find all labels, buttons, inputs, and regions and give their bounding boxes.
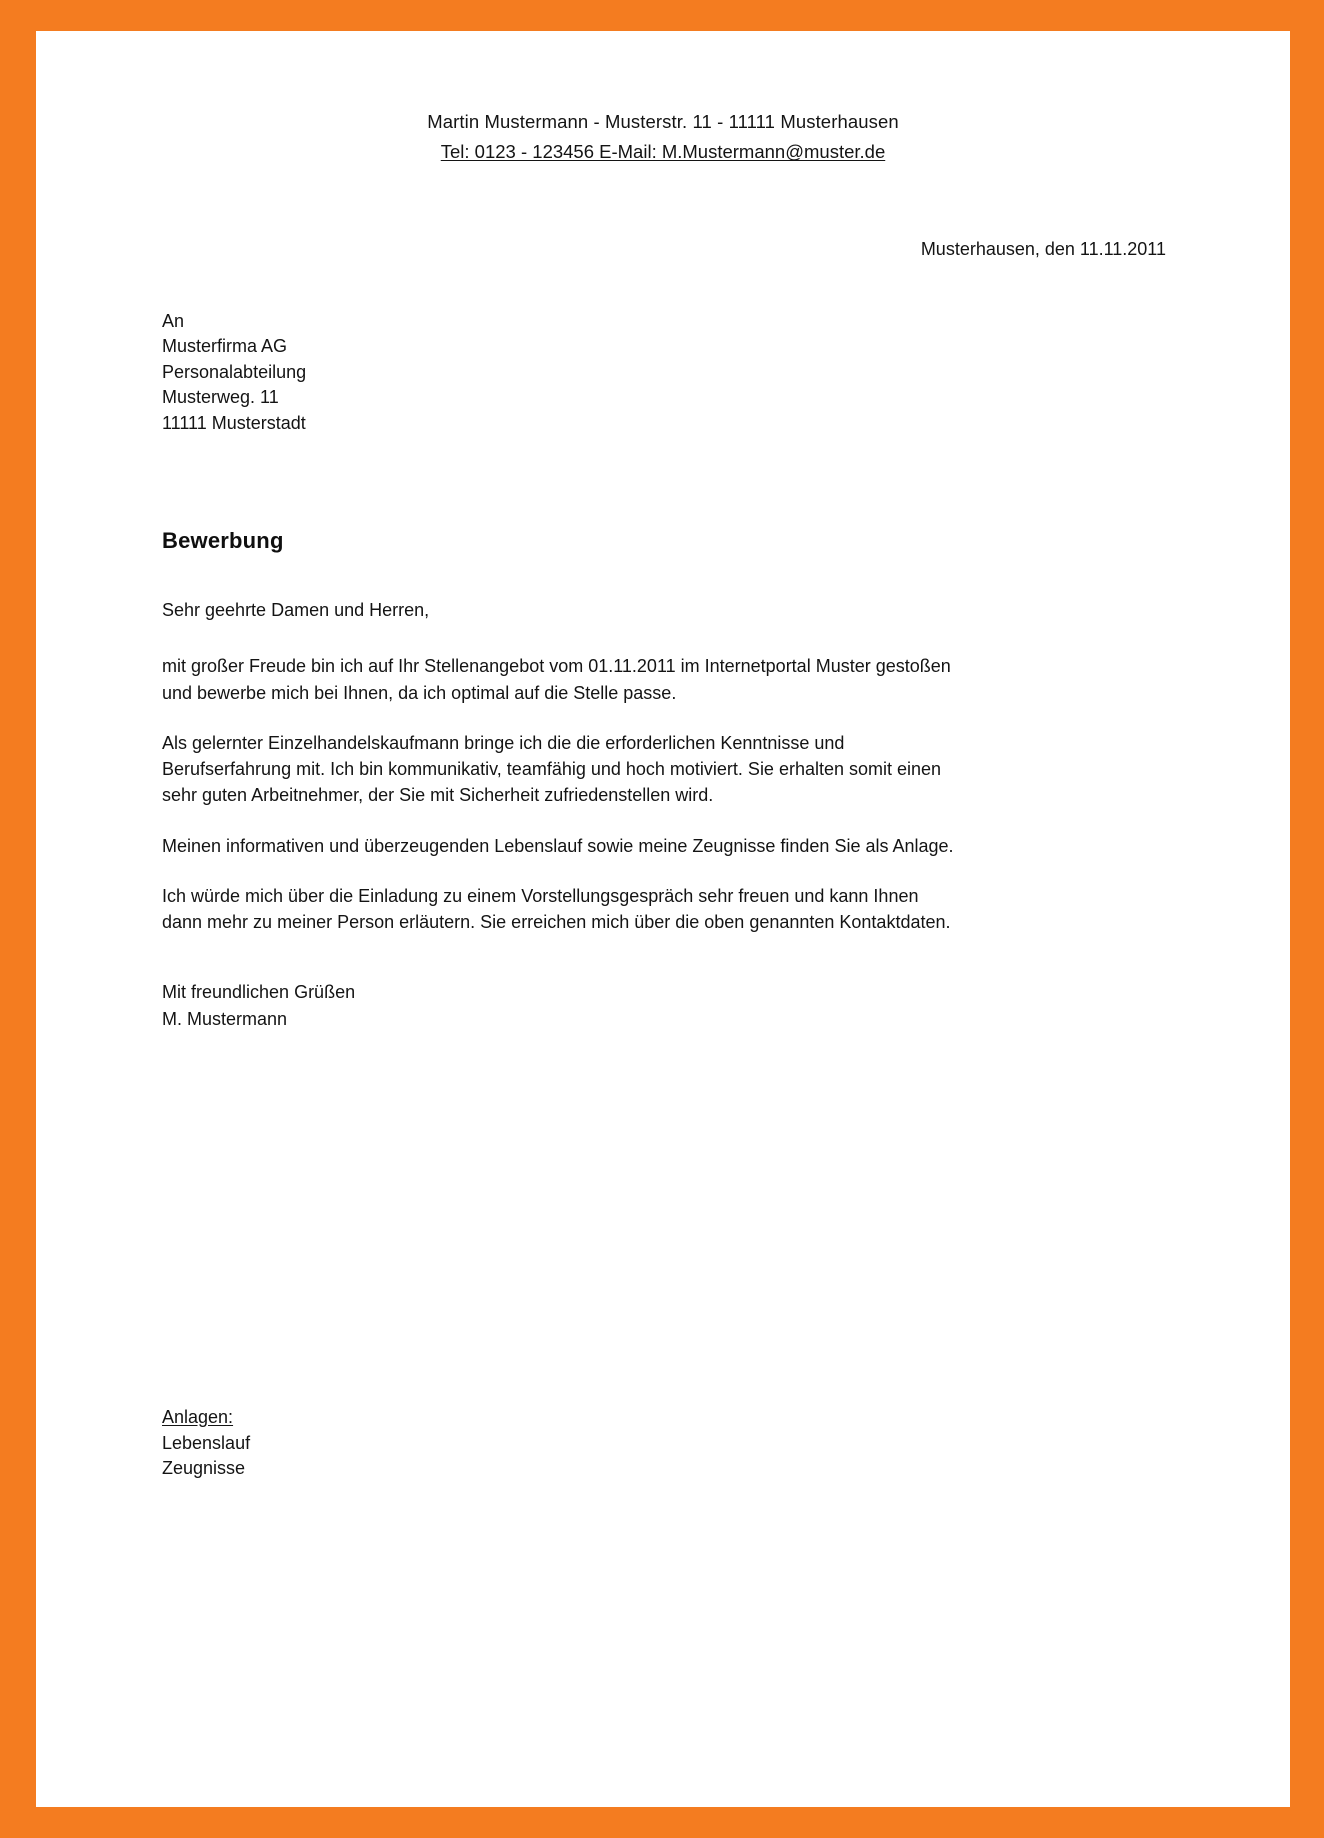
body-paragraph-1: mit großer Freude bin ich auf Ihr Stellenangebot vom 01.11.2011 im Internetportal Muster gestoßen und bewerbe mich bei Ihnen, da ich optimal auf die Stelle passe. [162,656,951,703]
recipient-line-1: An [162,311,185,331]
closing-block [162,979,962,1032]
attachment-item-1: Lebenslauf [162,1432,251,1453]
sender-contact-line: Tel: 0123 - 123456 E-Mail: M.Mustermann@muster.de [440,141,886,163]
attachments-block [162,1405,250,1482]
body-paragraph-3: Meinen informativen und überzeugenden Lebenslauf sowie meine Zeugnisse finden Sie als Anlage. [162,835,954,856]
letterhead [36,109,1290,166]
attachments-title: Anlagen: [162,1407,234,1427]
attachment-item-2: Zeugnisse [162,1458,246,1479]
document-page [36,31,1290,1807]
body-paragraph-2: Als gelernter Einzelhandelskaufmann bringe ich die die erforderlichen Kenntnisse und Berufserfahrung mit. Ich bin kommunikativ, teamfähig und hoch motiviert. Sie erhalten somit einen sehr guten Arbeitnehmer, der Sie mit Sicherheit zufriedenstellen wird. [162,732,942,806]
recipient-address-block [162,309,306,436]
recipient-line-4: Musterweg. 11 [162,387,279,408]
subject-heading: Bewerbung [162,528,284,553]
date-line: Musterhausen, den 11.11.2011 [920,239,1166,259]
recipient-line-5: 11111 Musterstadt [162,412,306,433]
recipient-line-2: Musterfirma AG [162,336,288,357]
salutation: Sehr geehrte Damen und Herren, [162,600,430,620]
body-paragraph-4: Ich würde mich über die Einladung zu einem Vorstellungsgespräch sehr freuen und kann Ihnen dann mehr zu meiner Person erläutern. Sie erreichen mich über die oben genannten Kontaktdaten. [162,885,951,933]
recipient-line-3: Personalabteilung [162,361,307,382]
closing-signature: M. Mustermann [162,1008,288,1029]
closing-greeting: Mit freundlichen Grüßen [162,982,356,1003]
letter-sheet [36,31,1290,1807]
sender-address-line: Martin Mustermann - Musterstr. 11 - 11111 Musterhausen [427,111,899,132]
letter-body [162,597,962,1032]
